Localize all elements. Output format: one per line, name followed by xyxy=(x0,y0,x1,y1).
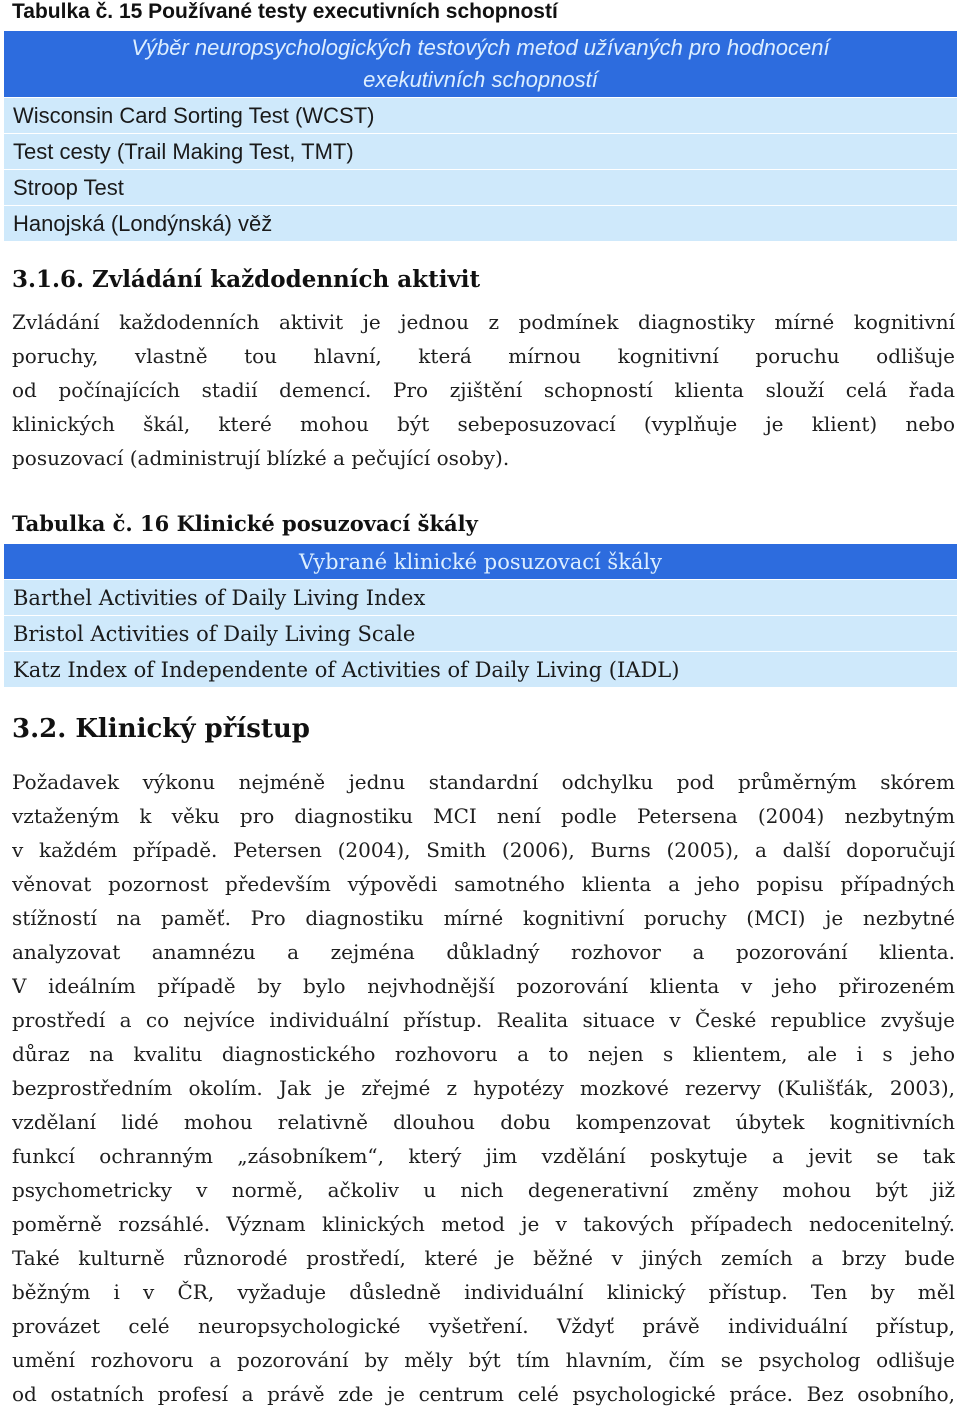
table-header-cell: Vybrané klinické posuzovací škály xyxy=(4,544,958,580)
paragraph-line: od ostatních profesí a právě zde je centrum celé psychologické práce. Bez osobního, xyxy=(12,1382,955,1406)
paragraph-line: poruchy, vlastně tou hlavní, která mírnou kognitivní poruchu odlišuje xyxy=(12,344,955,368)
paragraph-line: bezprostředním okolím. Jak je zřejmé z hypotézy mozkové rezervy (Kulišťák, 2003), xyxy=(12,1076,955,1100)
table-row xyxy=(4,206,958,242)
paragraph-line: Zvládání každodenních aktivit je jednou z podmínek diagnostiky mírné kognitivní xyxy=(12,310,955,334)
table-row xyxy=(4,98,958,134)
table-cell: Stroop Test xyxy=(4,170,958,206)
table-header-row xyxy=(4,31,958,98)
table-header-cell xyxy=(4,31,958,98)
table-cell: Wisconsin Card Sorting Test (WCST) xyxy=(4,98,958,134)
table-cell: Hanojská (Londýnská) věž xyxy=(4,206,958,242)
paragraph-line: věnovat pozornost především výpovědi samotného klienta a jeho popisu případných xyxy=(12,872,955,896)
table-cell: Barthel Activities of Daily Living Index xyxy=(4,580,958,616)
paragraph-line: běžným i v ČR, vyžaduje důsledně individuální klinický přístup. Ten by měl xyxy=(12,1280,955,1304)
table-15-caption: Tabulka č. 15 Používané testy executivních schopností xyxy=(12,0,558,23)
paragraph-line: poměrně rozsáhlé. Význam klinických metod je v takových případech nedocenitelný. xyxy=(12,1212,955,1236)
paragraph-line: od počínajících stadií demencí. Pro zjištění schopností klienta slouží celá řada xyxy=(12,378,955,402)
table-cell: Test cesty (Trail Making Test, TMT) xyxy=(4,134,958,170)
paragraph-line: V ideálním případě by bylo nejvhodnější pozorování klienta v jeho přirozeném xyxy=(12,974,955,998)
paragraph-line: klinických škál, které mohou být sebeposuzovací (vyplňuje je klient) nebo xyxy=(12,412,955,436)
paragraph-line: psychometricky v normě, ačkoliv u nich degenerativní změny mohou být již xyxy=(12,1178,955,1202)
paragraph-line: důraz na kvalitu diagnostického rozhovoru a to nejen s klientem, ale i s jeho xyxy=(12,1042,955,1066)
section-heading: 3.2. Klinický přístup xyxy=(12,714,310,744)
table-row xyxy=(4,134,958,170)
paragraph-line: posuzovací (administrují blízké a pečující osoby). xyxy=(12,446,510,470)
paragraph-line: stížností na paměť. Pro diagnostiku mírné kognitivní poruchy (MCI) je nezbytné xyxy=(12,906,955,930)
paragraph-line: funkcí ochranným „zásobníkem“, který jim vzdělání poskytuje a jevit se tak xyxy=(12,1144,955,1168)
paragraph xyxy=(12,305,955,475)
table-row xyxy=(4,170,958,206)
table-16 xyxy=(3,543,958,688)
paragraph-line: vztaženým k věku pro diagnostiku MCI není podle Petersena (2004) nezbytným xyxy=(12,804,955,828)
paragraph-line: prostředí a co nejvíce individuální přístup. Realita situace v České republice zvyšuje xyxy=(12,1008,955,1032)
table-row xyxy=(4,616,958,652)
paragraph-line: Také kulturně různorodé prostředí, které je běžné v jiných zemích a brzy bude xyxy=(12,1246,955,1270)
paragraph xyxy=(12,765,955,1411)
table-cell: Katz Index of Independente of Activities of Daily Living (IADL) xyxy=(4,652,958,688)
table-cell: Bristol Activities of Daily Living Scale xyxy=(4,616,958,652)
table-header-line-2: exekutivních schopností xyxy=(363,67,598,92)
table-row xyxy=(4,652,958,688)
paragraph-line: umění rozhovoru a pozorování by měly být tím hlavním, čím se psycholog odlišuje xyxy=(12,1348,955,1372)
table-16-caption: Tabulka č. 16 Klinické posuzovací škály xyxy=(12,511,478,536)
section-heading: 3.1.6. Zvládání každodenních aktivit xyxy=(12,266,481,293)
table-15 xyxy=(3,30,958,242)
table-row xyxy=(4,580,958,616)
table-header-row xyxy=(4,544,958,580)
paragraph-line: provázet celé neuropsychologické vyšetření. Vždyť právě individuální přístup, xyxy=(12,1314,955,1338)
paragraph-line: Požadavek výkonu nejméně jednu standardní odchylku pod průměrným skórem xyxy=(12,770,955,794)
paragraph-line: vzdělaní lidé mohou relativně dlouhou dobu kompenzovat úbytek kognitivních xyxy=(12,1110,955,1134)
paragraph-line: analyzovat anamnézu a zejména důkladný rozhovor a pozorování klienta. xyxy=(12,940,955,964)
paragraph-line: v každém případě. Petersen (2004), Smith (2006), Burns (2005), a další doporučují xyxy=(12,838,955,862)
table-header-line-1: Výběr neuropsychologických testových metod užívaných pro hodnocení xyxy=(131,35,830,60)
